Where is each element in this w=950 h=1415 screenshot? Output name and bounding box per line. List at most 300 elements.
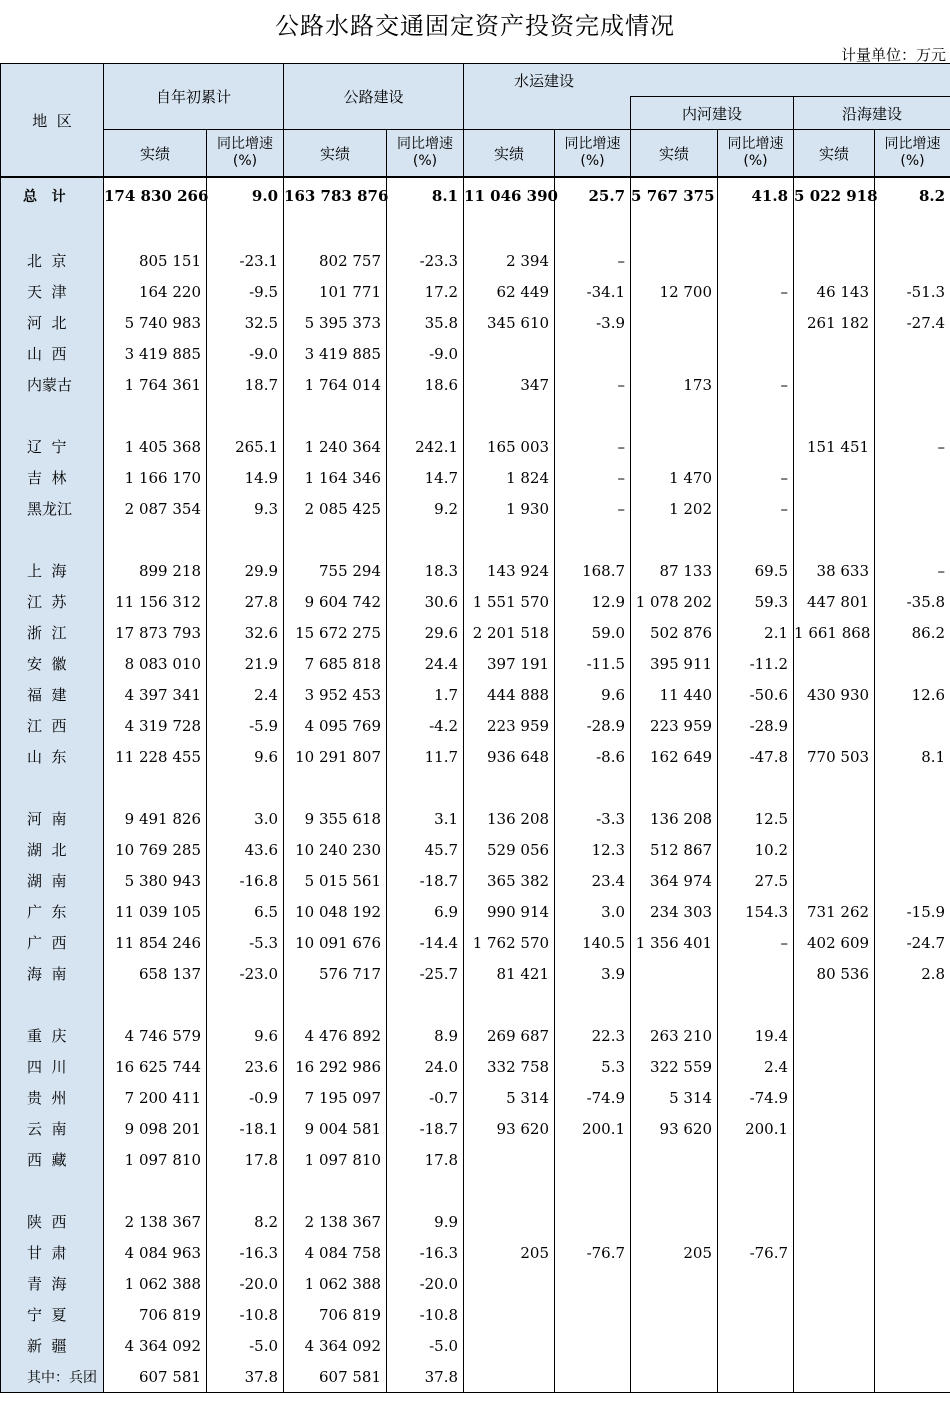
yoy-cell: -34.1 [555,276,631,307]
yoy-cell: 9.2 [387,493,464,524]
yoy-cell: 14.9 [207,462,284,493]
yoy-cell: -28.9 [555,710,631,741]
actual-cell [794,369,875,400]
actual-cell: 345 610 [464,307,555,338]
region-cell: 江 西 [1,710,104,741]
yoy-unit: (%) [580,153,605,169]
region-cell [1,772,104,803]
yoy-cell: -23.3 [387,245,464,276]
actual-cell [464,1144,555,1175]
actual-cell: 402 609 [794,927,875,958]
yoy-cell: -20.0 [207,1268,284,1299]
yoy-label: 同比增速 [564,136,621,152]
yoy-cell: 25.7 [555,177,631,214]
empty-cell [718,1175,794,1206]
empty-cell [718,772,794,803]
actual-cell: 1 166 170 [104,462,207,493]
table-row [1,741,950,772]
actual-cell [794,648,875,679]
yoy-cell: -9.0 [387,338,464,369]
table-row [1,586,950,617]
actual-cell: 364 974 [631,865,718,896]
actual-cell: 2 394 [464,245,555,276]
yoy-cell: -8.6 [555,741,631,772]
yoy-cell: -11.5 [555,648,631,679]
actual-cell: 1 356 401 [631,927,718,958]
table-row [1,958,950,989]
yoy-label: 同比增速 [884,136,941,152]
spacer-row [1,524,950,555]
empty-cell [718,214,794,245]
actual-cell: 706 819 [104,1299,207,1330]
unit-label: 计量单位：万元 [840,46,946,64]
yoy-cell: 12.6 [875,679,950,710]
actual-cell: 7 200 411 [104,1082,207,1113]
yoy-cell: 27.8 [207,586,284,617]
actual-cell: 15 672 275 [284,617,387,648]
empty-cell [104,989,207,1020]
yoy-cell: 1.7 [387,679,464,710]
spacer-row [1,1175,950,1206]
yoy-cell [875,369,950,400]
actual-cell: 3 419 885 [104,338,207,369]
yoy-cell: 18.3 [387,555,464,586]
yoy-cell [875,1299,950,1330]
yoy-cell: -47.8 [718,741,794,772]
yoy-cell [875,1237,950,1268]
actual-cell: 1 097 810 [284,1144,387,1175]
actual-cell: 4 084 758 [284,1237,387,1268]
actual-cell: 9 491 826 [104,803,207,834]
yoy-cell [875,1020,950,1051]
yoy-cell: 24.0 [387,1051,464,1082]
actual-cell: 1 202 [631,493,718,524]
actual-cell: 1 097 810 [104,1144,207,1175]
actual-cell: 1 078 202 [631,586,718,617]
empty-cell [207,1175,284,1206]
actual-cell [794,338,875,369]
region-cell: 吉 林 [1,462,104,493]
yoy-cell [875,865,950,896]
yoy-cell: 200.1 [718,1113,794,1144]
yoy-cell: 19.4 [718,1020,794,1051]
actual-cell: 5 380 943 [104,865,207,896]
empty-cell [555,214,631,245]
empty-cell [387,524,464,555]
actual-cell [794,865,875,896]
actual-cell: 11 854 246 [104,927,207,958]
region-cell [1,1175,104,1206]
yoy-cell: -0.9 [207,1082,284,1113]
yoy-cell: -18.7 [387,1113,464,1144]
yoy-cell: 8.1 [387,177,464,214]
region-cell: 西 藏 [1,1144,104,1175]
actual-cell: 11 046 390 [464,177,555,214]
yoy-cell: 24.4 [387,648,464,679]
actual-cell: 162 649 [631,741,718,772]
yoy-cell: – [555,369,631,400]
yoy-cell: -23.0 [207,958,284,989]
table-row [1,617,950,648]
empty-cell [631,524,718,555]
yoy-cell: 23.6 [207,1051,284,1082]
yoy-cell: 2.1 [718,617,794,648]
actual-cell: 12 700 [631,276,718,307]
actual-cell: 4 364 092 [104,1330,207,1361]
actual-cell: 5 314 [631,1082,718,1113]
yoy-cell: 29.9 [207,555,284,586]
actual-cell: 2 201 518 [464,617,555,648]
actual-cell [631,1361,718,1393]
table-row [1,1020,950,1051]
yoy-cell: 6.9 [387,896,464,927]
empty-cell [631,1175,718,1206]
yoy-cell: -11.2 [718,648,794,679]
yoy-cell: -0.7 [387,1082,464,1113]
actual-cell: 10 091 676 [284,927,387,958]
actual-cell: 529 056 [464,834,555,865]
table-row [1,493,950,524]
yoy-cell [875,1051,950,1082]
subheader-actual-coastal: 实绩 [794,130,875,178]
yoy-cell: 59.0 [555,617,631,648]
yoy-cell [555,1206,631,1237]
empty-cell [555,772,631,803]
actual-cell: 899 218 [104,555,207,586]
actual-cell: 10 240 230 [284,834,387,865]
yoy-cell [875,493,950,524]
actual-cell: 936 648 [464,741,555,772]
total-row [1,177,950,214]
yoy-cell: -18.7 [387,865,464,896]
actual-cell [464,1299,555,1330]
empty-cell [555,989,631,1020]
yoy-cell: -10.8 [387,1299,464,1330]
region-cell: 江 苏 [1,586,104,617]
actual-cell: 447 801 [794,586,875,617]
empty-cell [387,400,464,431]
yoy-cell [718,1206,794,1237]
actual-cell [464,1330,555,1361]
region-cell [1,989,104,1020]
region-cell: 黑龙江 [1,493,104,524]
table-row [1,710,950,741]
empty-cell [464,400,555,431]
actual-cell: 706 819 [284,1299,387,1330]
yoy-cell: -74.9 [718,1082,794,1113]
table-row [1,245,950,276]
actual-cell [794,1268,875,1299]
actual-cell: 1 062 388 [284,1268,387,1299]
actual-cell [631,431,718,462]
empty-cell [875,214,950,245]
actual-cell: 136 208 [631,803,718,834]
actual-cell: 234 303 [631,896,718,927]
yoy-cell: 23.4 [555,865,631,896]
yoy-cell: 69.5 [718,555,794,586]
subheader-yoy-highway [387,130,464,178]
empty-cell [631,772,718,803]
yoy-cell: 242.1 [387,431,464,462]
region-cell: 青 海 [1,1268,104,1299]
yoy-cell: -16.8 [207,865,284,896]
actual-cell: 444 888 [464,679,555,710]
table-row [1,803,950,834]
yoy-cell [718,1144,794,1175]
table-row [1,369,950,400]
yoy-cell: 32.6 [207,617,284,648]
yoy-unit: (%) [232,153,258,169]
empty-cell [387,1175,464,1206]
yoy-cell [875,245,950,276]
actual-cell: 332 758 [464,1051,555,1082]
actual-cell: 1 762 570 [464,927,555,958]
actual-cell [464,1361,555,1393]
yoy-label: 同比增速 [727,136,784,152]
actual-cell: 81 421 [464,958,555,989]
actual-cell: 1 164 346 [284,462,387,493]
actual-cell: 151 451 [794,431,875,462]
yoy-cell: – [875,555,950,586]
actual-cell: 802 757 [284,245,387,276]
actual-cell: 5 022 918 [794,177,875,214]
actual-cell: 10 291 807 [284,741,387,772]
actual-cell [794,1020,875,1051]
table-row [1,1206,950,1237]
actual-cell: 512 867 [631,834,718,865]
actual-cell: 10 769 285 [104,834,207,865]
empty-cell [464,214,555,245]
actual-cell: 4 364 092 [284,1330,387,1361]
yoy-cell: 265.1 [207,431,284,462]
table-row [1,431,950,462]
yoy-cell [555,1144,631,1175]
actual-cell [794,1082,875,1113]
yoy-cell [875,1113,950,1144]
table-row [1,1330,950,1361]
actual-cell: 174 830 266 [104,177,207,214]
yoy-cell: -24.7 [875,927,950,958]
region-cell: 贵 州 [1,1082,104,1113]
actual-cell: 1 764 361 [104,369,207,400]
yoy-cell: 18.7 [207,369,284,400]
header-water: 水运建设 [464,64,950,97]
actual-cell: 164 220 [104,276,207,307]
table-row [1,1237,950,1268]
actual-cell: 205 [631,1237,718,1268]
region-cell: 其中：兵团 [1,1361,104,1393]
yoy-unit: (%) [743,153,768,169]
yoy-cell: 3.1 [387,803,464,834]
empty-cell [387,772,464,803]
region-cell: 山 东 [1,741,104,772]
yoy-cell: 5.3 [555,1051,631,1082]
yoy-cell: -74.9 [555,1082,631,1113]
actual-cell: 322 559 [631,1051,718,1082]
empty-cell [718,400,794,431]
yoy-cell: 2.4 [207,679,284,710]
table-row [1,679,950,710]
empty-cell [387,214,464,245]
yoy-cell: 41.8 [718,177,794,214]
region-cell: 广 西 [1,927,104,958]
actual-cell: 87 133 [631,555,718,586]
actual-cell: 11 039 105 [104,896,207,927]
yoy-cell: 8.1 [875,741,950,772]
empty-cell [464,524,555,555]
region-cell: 湖 南 [1,865,104,896]
actual-cell: 173 [631,369,718,400]
actual-cell: 263 210 [631,1020,718,1051]
region-cell [1,214,104,245]
actual-cell: 2 087 354 [104,493,207,524]
yoy-cell: – [718,493,794,524]
actual-cell: 3 419 885 [284,338,387,369]
empty-cell [875,400,950,431]
actual-cell: 9 098 201 [104,1113,207,1144]
yoy-cell: -76.7 [718,1237,794,1268]
yoy-cell: -16.3 [387,1237,464,1268]
yoy-cell: 17.2 [387,276,464,307]
yoy-unit: (%) [900,153,925,169]
yoy-cell [555,338,631,369]
actual-cell: 143 924 [464,555,555,586]
region-cell: 新 疆 [1,1330,104,1361]
subheader-actual-ytd: 实绩 [104,130,207,178]
actual-cell: 93 620 [631,1113,718,1144]
yoy-label: 同比增速 [217,136,273,152]
yoy-cell [718,338,794,369]
actual-cell: 10 048 192 [284,896,387,927]
yoy-cell: – [718,462,794,493]
actual-cell: 101 771 [284,276,387,307]
region-cell: 湖 北 [1,834,104,865]
actual-cell [794,710,875,741]
region-cell: 辽 宁 [1,431,104,462]
yoy-cell: 6.5 [207,896,284,927]
yoy-cell: 27.5 [718,865,794,896]
yoy-cell: 12.3 [555,834,631,865]
actual-cell: 1 240 364 [284,431,387,462]
yoy-cell [555,1361,631,1393]
empty-cell [631,989,718,1020]
actual-cell: 93 620 [464,1113,555,1144]
actual-cell [794,803,875,834]
subheader-yoy-water [555,130,631,178]
actual-cell: 269 687 [464,1020,555,1051]
yoy-cell: 22.3 [555,1020,631,1051]
empty-cell [104,524,207,555]
empty-cell [794,214,875,245]
region-cell: 四 川 [1,1051,104,1082]
subheader-yoy-inland [718,130,794,178]
yoy-cell [875,1206,950,1237]
yoy-cell [718,1361,794,1393]
yoy-cell [718,958,794,989]
actual-cell: 4 084 963 [104,1237,207,1268]
subheader-yoy-coastal [875,130,950,178]
header-coastal: 沿海建设 [794,97,950,130]
empty-cell [464,989,555,1020]
empty-cell [875,1175,950,1206]
empty-cell [555,400,631,431]
actual-cell [464,1206,555,1237]
yoy-cell [875,1361,950,1393]
empty-cell [794,772,875,803]
table-row [1,276,950,307]
yoy-cell: 9.0 [207,177,284,214]
actual-cell: 1 764 014 [284,369,387,400]
subheader-actual-water: 实绩 [464,130,555,178]
spacer-row [1,989,950,1020]
yoy-cell [875,1144,950,1175]
yoy-cell: 43.6 [207,834,284,865]
region-cell: 河 北 [1,307,104,338]
actual-cell [794,1330,875,1361]
yoy-cell: -27.4 [875,307,950,338]
region-cell: 福 建 [1,679,104,710]
yoy-cell: -5.9 [207,710,284,741]
yoy-cell: 86.2 [875,617,950,648]
region-cell: 山 西 [1,338,104,369]
actual-cell: 8 083 010 [104,648,207,679]
table-row [1,1113,950,1144]
empty-cell [104,214,207,245]
actual-cell [631,958,718,989]
actual-cell: 576 717 [284,958,387,989]
empty-cell [387,989,464,1020]
table-row [1,648,950,679]
yoy-cell: 10.2 [718,834,794,865]
actual-cell [631,245,718,276]
actual-cell: 4 095 769 [284,710,387,741]
region-cell: 陕 西 [1,1206,104,1237]
yoy-cell: -18.1 [207,1113,284,1144]
investment-table [0,63,950,1393]
yoy-cell: -5.0 [207,1330,284,1361]
empty-cell [875,989,950,1020]
yoy-cell: -15.9 [875,896,950,927]
empty-cell [207,524,284,555]
header-region: 地 区 [1,64,104,178]
yoy-cell: 200.1 [555,1113,631,1144]
actual-cell: 16 625 744 [104,1051,207,1082]
yoy-cell [718,1299,794,1330]
subheader-actual-inland: 实绩 [631,130,718,178]
yoy-cell: -9.5 [207,276,284,307]
actual-cell: 755 294 [284,555,387,586]
yoy-cell: 14.7 [387,462,464,493]
empty-cell [207,400,284,431]
actual-cell: 136 208 [464,803,555,834]
table-row [1,462,950,493]
table-row [1,834,950,865]
actual-cell [794,1051,875,1082]
region-cell: 海 南 [1,958,104,989]
actual-cell: 17 873 793 [104,617,207,648]
table-row [1,1082,950,1113]
yoy-cell: – [555,245,631,276]
actual-cell: 5 767 375 [631,177,718,214]
actual-cell: 1 062 388 [104,1268,207,1299]
yoy-cell: -23.1 [207,245,284,276]
yoy-cell: -35.8 [875,586,950,617]
actual-cell [794,1299,875,1330]
empty-cell [284,524,387,555]
yoy-cell: 45.7 [387,834,464,865]
yoy-cell: 9.9 [387,1206,464,1237]
table-row [1,1268,950,1299]
